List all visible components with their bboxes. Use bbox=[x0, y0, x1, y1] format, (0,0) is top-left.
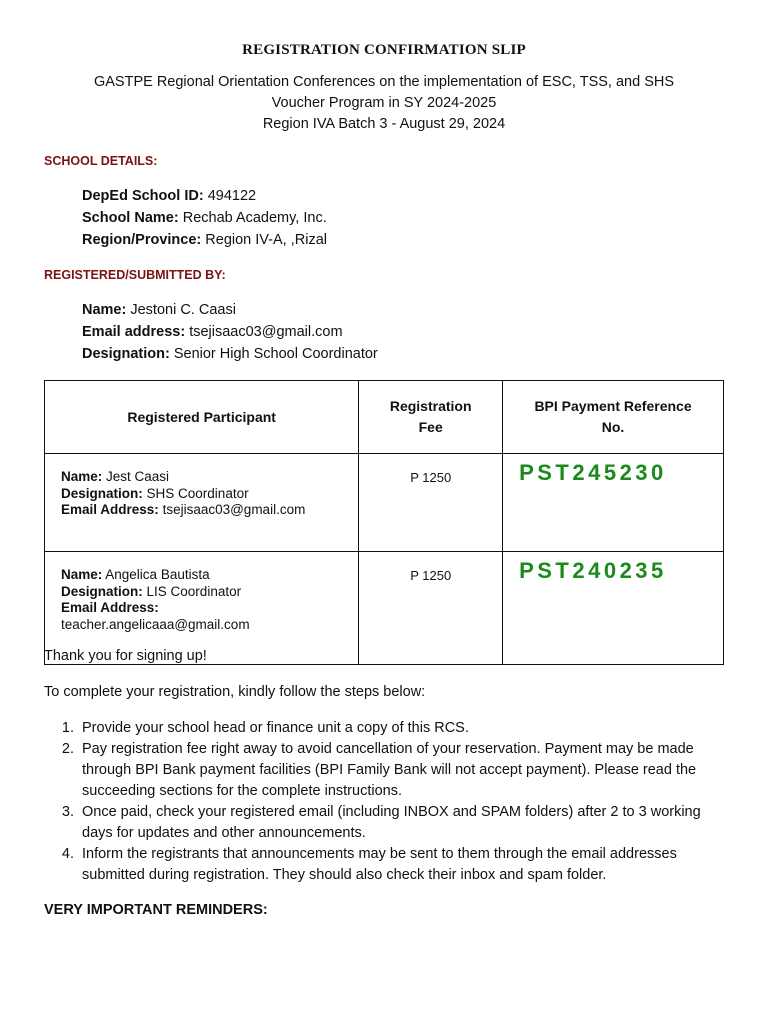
list-item bbox=[44, 844, 728, 886]
document-title: REGISTRATION CONFIRMATION SLIP bbox=[242, 42, 526, 58]
submitter-email-label: Email address: bbox=[82, 324, 186, 340]
school-id-value: 494122 bbox=[207, 188, 257, 204]
step-text: Provide your school head or finance unit a copy of this RCS. bbox=[82, 720, 469, 736]
participant-designation-value: SHS Coordinator bbox=[146, 485, 249, 501]
participant-name-label: Name: bbox=[61, 567, 103, 582]
submitter-email-value: tsejisaac03@gmail.com bbox=[189, 324, 343, 340]
step-text: Once paid, check your registered email (including INBOX and SPAM folders) after 2 to 3 working days for updates and other announcements. bbox=[82, 804, 701, 841]
header-reference-line-2: No. bbox=[601, 419, 625, 435]
reference-cell: PST240235 bbox=[503, 552, 724, 665]
participant-name-value: Jest Caasi bbox=[106, 469, 170, 484]
school-name-row bbox=[82, 207, 327, 229]
reminders-heading: VERY IMPORTANT REMINDERS: bbox=[44, 902, 268, 918]
fee-cell: P 1250 bbox=[359, 552, 503, 665]
participant-email bbox=[61, 502, 348, 519]
participant-email-label: Email Address: bbox=[61, 502, 159, 517]
participant-name bbox=[61, 567, 348, 584]
submitter-name-value: Jestoni C. Caasi bbox=[130, 302, 236, 318]
submitted-by-details bbox=[82, 299, 378, 365]
header-reference-line-1: BPI Payment Reference bbox=[534, 398, 692, 414]
participant-designation bbox=[61, 584, 348, 601]
region-label: Region/Province: bbox=[82, 232, 202, 248]
steps-list bbox=[44, 718, 728, 886]
event-subtitle bbox=[40, 72, 728, 135]
header-reference bbox=[503, 381, 724, 454]
participant-email-value: teacher.angelicaaa@gmail.com bbox=[61, 616, 250, 632]
step-number: 1. bbox=[61, 720, 74, 736]
school-name-label: School Name: bbox=[82, 210, 179, 226]
steps-intro-text: To complete your registration, kindly follow the steps below: bbox=[44, 684, 426, 700]
submitter-name-label: Name: bbox=[82, 302, 127, 318]
list-item bbox=[44, 739, 728, 802]
thank-you-text: Thank you for signing up! bbox=[44, 648, 207, 664]
school-id-label: DepEd School ID: bbox=[82, 188, 204, 204]
subtitle-line-2: Voucher Program in SY 2024-2025 bbox=[271, 95, 497, 111]
step-number: 3. bbox=[61, 804, 74, 820]
list-item bbox=[44, 802, 728, 844]
submitter-email-row bbox=[82, 321, 378, 343]
subtitle-line-3: Region IVA Batch 3 - August 29, 2024 bbox=[262, 116, 506, 132]
participant-name-value: Angelica Bautista bbox=[105, 567, 210, 582]
participant-designation-label: Designation: bbox=[61, 583, 143, 599]
participants-table bbox=[44, 380, 724, 665]
header-fee-line-2: Fee bbox=[418, 419, 443, 435]
participant-designation-value: LIS Coordinator bbox=[146, 583, 242, 599]
school-id-row bbox=[82, 185, 327, 207]
step-number: 4. bbox=[61, 846, 74, 862]
submitter-designation-label: Designation: bbox=[82, 346, 170, 362]
region-value: Region IV-A, ,Rizal bbox=[205, 232, 327, 248]
list-item bbox=[44, 718, 728, 739]
step-number: 2. bbox=[61, 741, 74, 757]
subtitle-line-1: GASTPE Regional Orientation Conferences on the implementation of ESC, TSS, and SHS bbox=[93, 74, 675, 90]
region-row bbox=[82, 229, 327, 251]
participant-cell bbox=[45, 454, 359, 552]
participant-designation bbox=[61, 486, 348, 503]
submitted-by-heading: REGISTERED/SUBMITTED BY: bbox=[44, 268, 226, 282]
header-fee-line-1: Registration bbox=[389, 398, 472, 414]
participant-designation-label: Designation: bbox=[61, 485, 143, 501]
step-text: Pay registration fee right away to avoid cancellation of your reservation. Payment may be made through BPI Bank payment facilities (BPI Family Bank will not accept payment). Please read the succeeding sections for the complete instructions. bbox=[82, 741, 697, 799]
submitter-designation-row bbox=[82, 343, 378, 365]
school-details bbox=[82, 185, 327, 251]
table-row bbox=[45, 454, 724, 552]
submitter-name-row bbox=[82, 299, 378, 321]
school-details-heading: SCHOOL DETAILS: bbox=[44, 154, 158, 168]
header-participant: Registered Participant bbox=[45, 381, 359, 454]
step-text: Inform the registrants that announcements may be sent to them through the email addresses submitted during registration. They should also check their inbox and spam folder. bbox=[82, 846, 677, 883]
school-name-value: Rechab Academy, Inc. bbox=[182, 210, 327, 226]
table-header-row bbox=[45, 381, 724, 454]
header-fee bbox=[359, 381, 503, 454]
participant-email-label: Email Address: bbox=[61, 600, 159, 615]
fee-cell: P 1250 bbox=[359, 454, 503, 552]
participant-email-label-line bbox=[61, 600, 348, 617]
participant-name-label: Name: bbox=[61, 469, 103, 484]
participant-name bbox=[61, 469, 348, 486]
participant-email-value: tsejisaac03@gmail.com bbox=[162, 502, 306, 517]
reference-cell: PST245230 bbox=[503, 454, 724, 552]
submitter-designation-value: Senior High School Coordinator bbox=[173, 346, 378, 362]
